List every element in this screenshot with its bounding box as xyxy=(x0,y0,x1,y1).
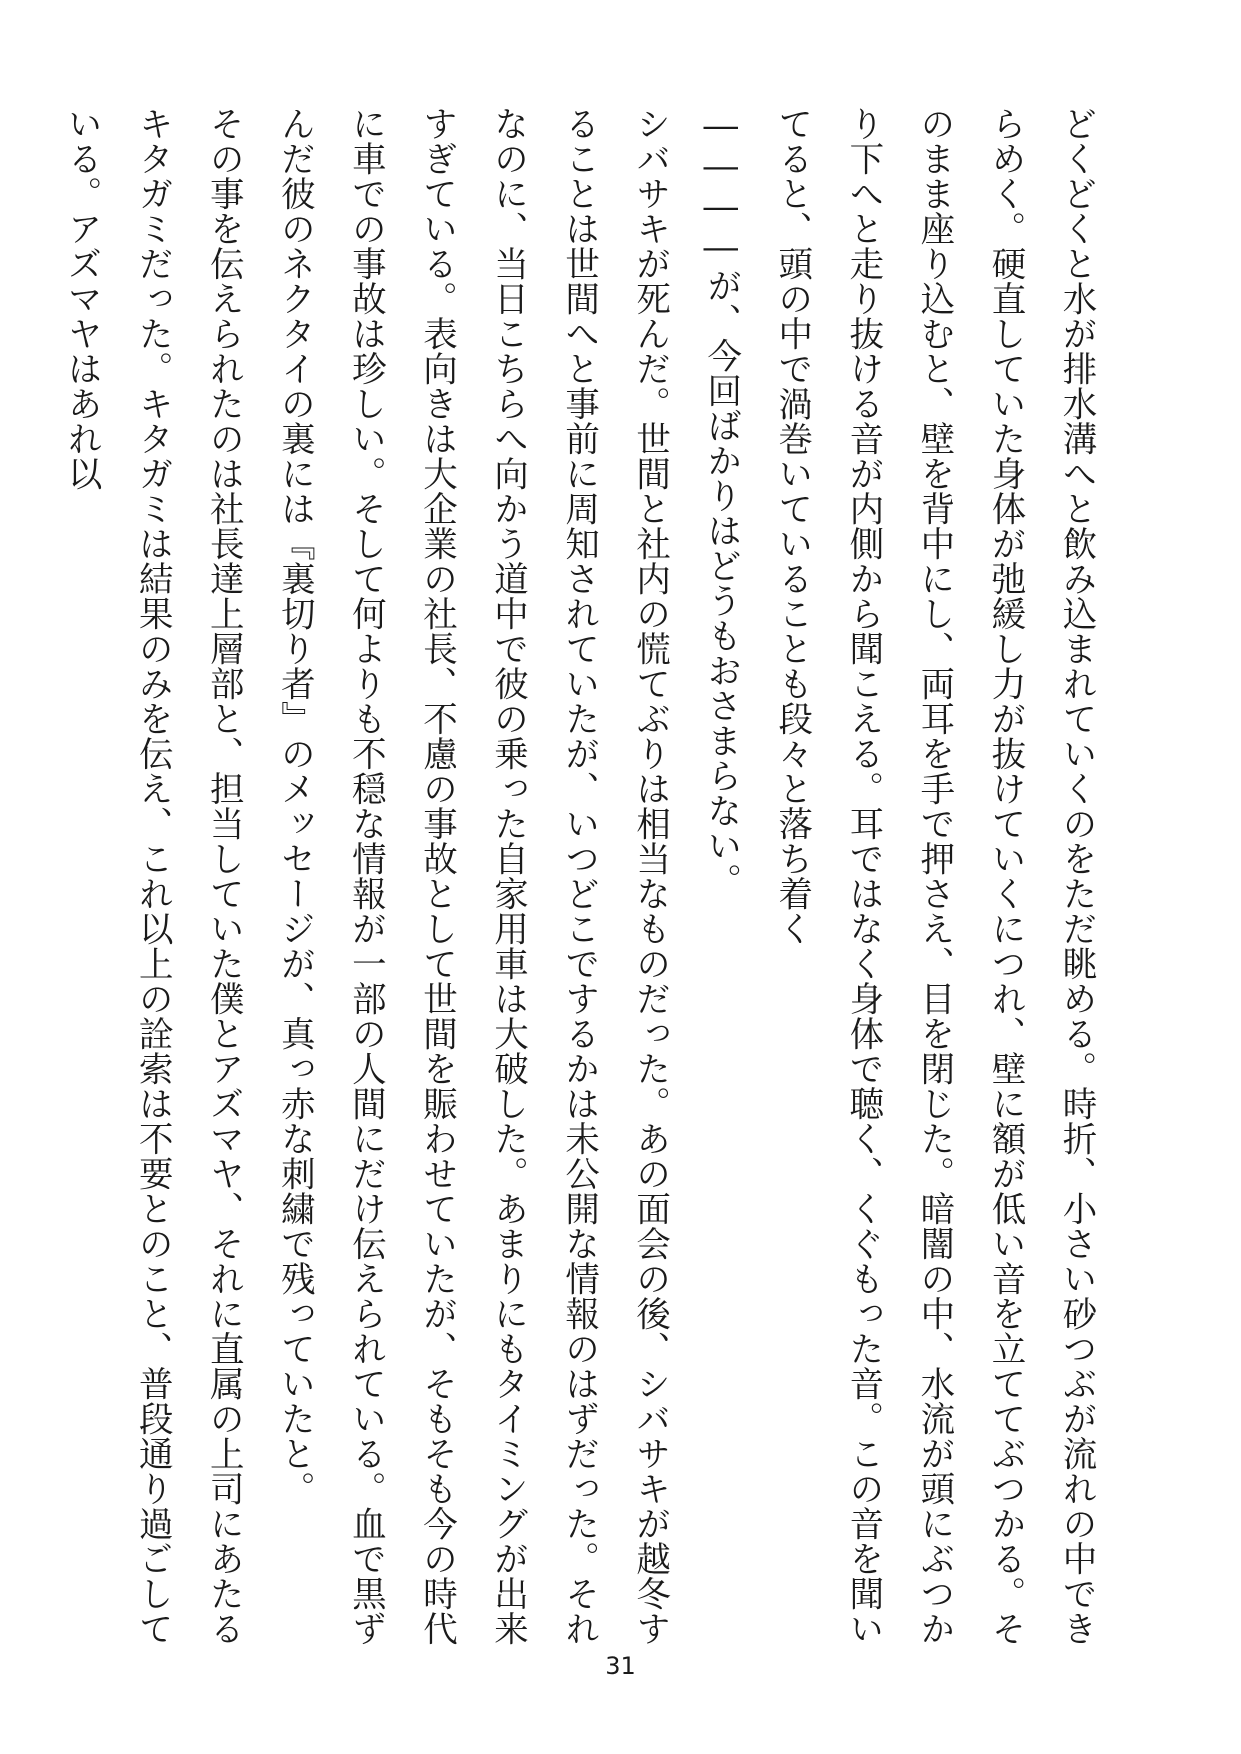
paragraph-2: ――――が、今回ばかりはどうもおさまらない。 xyxy=(700,106,741,898)
page-number: 31 xyxy=(605,1652,636,1680)
paragraph-3: シバサキが死んだ。世間と社内の慌てぶりは相当なものだった。あの面会の後、シバサキが越冬することは世間へと事前に周知されていたが、いつどこでするかは未公開な情報のはずだった。それなのに、当日こちらへ向かう道中で彼の乗った自家用車は大破した。あまりにもタイミングが出来すぎている。表向きは大企業の社長、不慮の事故として世間を賑わせていたが、そもそも今の時代に車での事故は珍しい。そして何よりも不穏な情報が一部の人間にだけ伝えられている。血で黒ずんだ彼のネクタイの裏には『裏切り者』のメッセージが、真っ赤な刺繍で残っていたと。 xyxy=(274,106,670,1646)
vertical-body-text xyxy=(61,106,1111,1651)
paragraph-1: どくどくと水が排水溝へと飲み込まれていくのをただ眺める。時折、小さい砂つぶが流れの中できらめく。硬直していた身体が弛緩し力が抜けていくにつれ、壁に額が低い音を立ててぶつかる。そのまま座り込むと、壁を背中にし、両耳を手で押さえ、目を閉じた。暗闇の中、水流が頭にぶつかり下へと走り抜ける音が内側から聞こえる。耳ではなく身体で聴く、くぐもった音。この音を聞いてると、頭の中で渦巻いていることも段々と落ち着く xyxy=(771,106,1096,1646)
paragraph-4: その事を伝えられたのは社長達上層部と、担当していた僕とアズマヤ、それに直属の上司にあたるキタガミだった。キタガミは結果のみを伝え、これ以上の詮索は不要とのこと、普段通り過ごしている。アズマヤはあれ以 xyxy=(61,106,244,1646)
